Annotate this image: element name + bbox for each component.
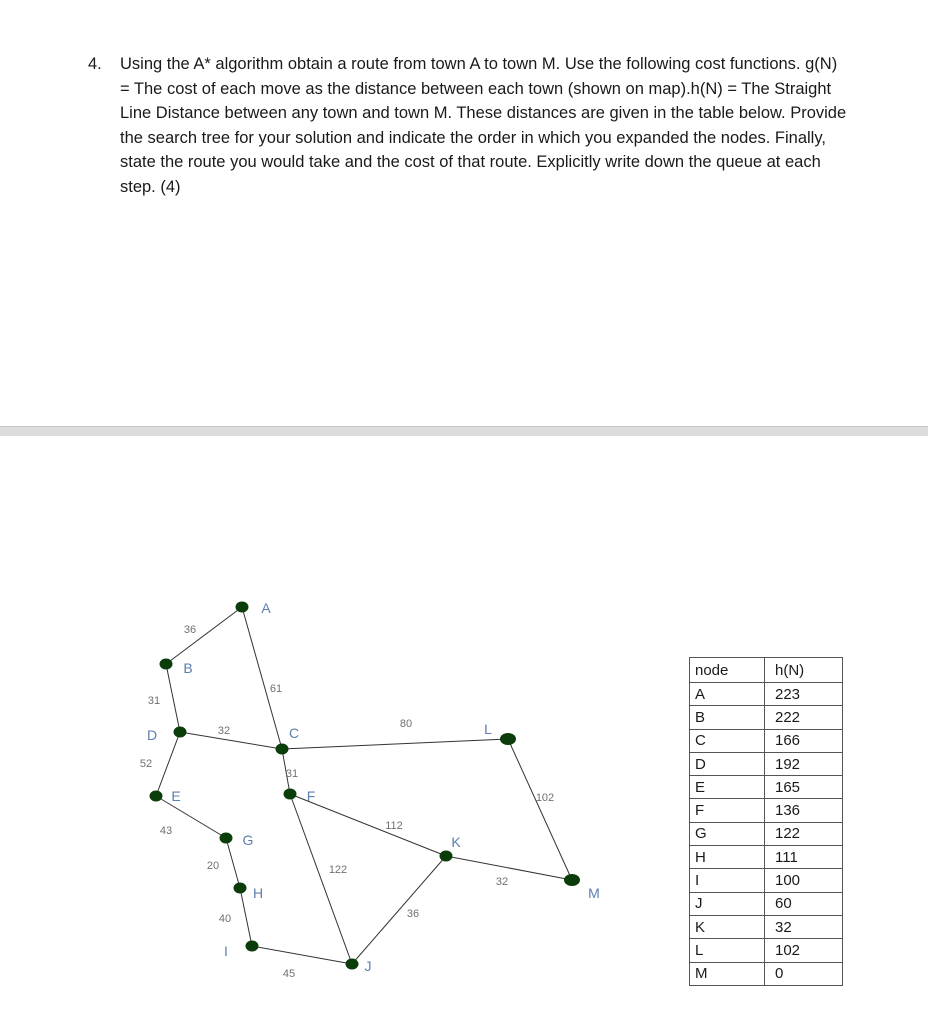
table-cell-node: G	[690, 822, 765, 845]
table-cell-hn: 192	[765, 752, 843, 775]
edge-weight-label: 36	[406, 908, 420, 920]
town-label-f: F	[306, 788, 316, 804]
table-row	[690, 846, 843, 869]
edge-weight-label: 32	[495, 876, 509, 888]
town-label-m: M	[588, 885, 600, 901]
question-text: Using the A* algorithm obtain a route from town A to town M. Use the following cost functions. g(N) = The cost of each move as the distance between each town (shown on map).h(N) = The Straight Line Distance between any town and town M. These distances are given in the table below. Provide the search tree for your solution and indicate the order in which you expanded the nodes. Finally, state the route you would take and the cost of that route. Explicitly write down the queue at each step. (4)	[120, 55, 847, 196]
edge-d-c	[180, 732, 282, 749]
table-row	[690, 822, 843, 845]
table-row	[690, 706, 843, 729]
table-cell-node: H	[690, 846, 765, 869]
edge-d-e	[156, 732, 180, 796]
edge-weight-label: 31	[147, 695, 161, 707]
town-label-d: D	[146, 727, 158, 743]
town-node-m	[564, 874, 580, 886]
town-node-b	[160, 659, 173, 670]
table-cell-hn: 111	[765, 846, 843, 869]
table-cell-node: K	[690, 915, 765, 938]
table-cell-node: B	[690, 706, 765, 729]
edge-weight-label: 52	[139, 758, 153, 770]
edge-weight-label: 112	[385, 820, 403, 832]
edge-weight-label: 43	[159, 825, 173, 837]
edge-weight-label: 102	[535, 792, 555, 804]
table-cell-hn: 32	[765, 915, 843, 938]
edge-g-h	[226, 838, 240, 888]
town-node-i	[246, 941, 259, 952]
table-cell-node: M	[690, 962, 765, 985]
table-row	[690, 869, 843, 892]
table-row	[690, 683, 843, 706]
table-row	[690, 776, 843, 799]
edge-j-k	[352, 856, 446, 964]
table-cell-hn: 102	[765, 939, 843, 962]
town-node-l	[500, 733, 516, 745]
table-cell-hn: 122	[765, 822, 843, 845]
table-row	[690, 962, 843, 985]
table-cell-node: J	[690, 892, 765, 915]
edge-i-j	[252, 946, 352, 964]
edge-h-i	[240, 888, 252, 946]
question-number: 4.	[88, 55, 102, 73]
town-label-k: K	[451, 834, 461, 850]
table-cell-node: I	[690, 869, 765, 892]
edge-f-j	[290, 794, 352, 964]
table-cell-node: D	[690, 752, 765, 775]
edge-a-b	[166, 607, 242, 664]
table-cell-hn: 166	[765, 729, 843, 752]
town-node-k	[440, 851, 453, 862]
table-header-node: node	[690, 658, 765, 683]
town-label-l: L	[484, 721, 492, 737]
edge-l-m	[508, 739, 572, 880]
table-cell-hn: 165	[765, 776, 843, 799]
town-label-c: C	[288, 725, 300, 741]
table-row	[690, 939, 843, 962]
edge-weight-label: 20	[206, 860, 220, 872]
table-cell-hn: 136	[765, 799, 843, 822]
town-label-h: H	[252, 885, 264, 901]
town-label-a: A	[261, 600, 271, 616]
edge-k-m	[446, 856, 572, 880]
town-node-g	[220, 833, 233, 844]
table-cell-hn: 0	[765, 962, 843, 985]
town-label-b: B	[183, 660, 193, 676]
edge-a-c	[242, 607, 282, 749]
town-node-f	[284, 789, 297, 800]
town-label-g: G	[242, 832, 254, 848]
table-row	[690, 799, 843, 822]
town-label-i: I	[224, 943, 228, 959]
table-body	[690, 683, 843, 986]
table-cell-node: F	[690, 799, 765, 822]
town-node-j	[346, 959, 359, 970]
edge-weight-label: 45	[282, 968, 296, 980]
table-header-row	[690, 658, 843, 683]
edge-weight-label: 122	[328, 864, 348, 876]
table-cell-hn: 223	[765, 683, 843, 706]
table-cell-node: C	[690, 729, 765, 752]
table-cell-hn: 100	[765, 869, 843, 892]
town-label-j: J	[364, 958, 372, 974]
edge-weight-label: 61	[269, 683, 283, 695]
table-row	[690, 915, 843, 938]
heuristic-table	[689, 657, 843, 986]
table-row	[690, 752, 843, 775]
town-node-c	[276, 744, 289, 755]
edge-weight-label: 31	[285, 768, 299, 780]
table-row	[690, 892, 843, 915]
table-cell-node: A	[690, 683, 765, 706]
town-node-a	[236, 602, 249, 613]
town-node-h	[234, 883, 247, 894]
town-label-e: E	[171, 788, 181, 804]
table-cell-node: E	[690, 776, 765, 799]
edge-weight-label: 80	[399, 718, 413, 730]
edge-b-d	[166, 664, 180, 732]
edge-c-l	[282, 739, 508, 749]
table-row	[690, 729, 843, 752]
edge-weight-label: 32	[217, 725, 231, 737]
town-node-e	[150, 791, 163, 802]
table-header-hn: h(N)	[765, 658, 843, 683]
table-cell-hn: 222	[765, 706, 843, 729]
town-node-d	[174, 727, 187, 738]
edge-weight-label: 40	[218, 913, 232, 925]
table-cell-node: L	[690, 939, 765, 962]
edge-weight-label: 36	[183, 624, 197, 636]
table-cell-hn: 60	[765, 892, 843, 915]
